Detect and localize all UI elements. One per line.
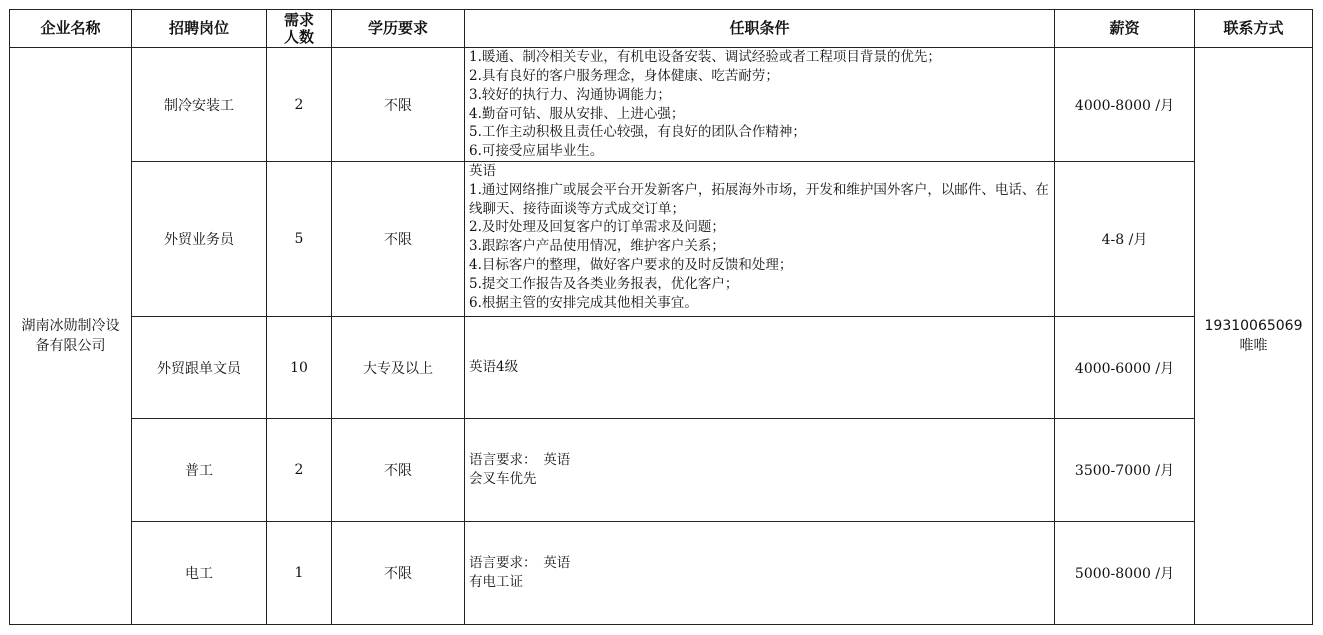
header-contact: 联系方式 [1195,10,1313,48]
salary-cell: 4000-8000 /月 [1055,48,1195,162]
header-position: 招聘岗位 [132,10,267,48]
conditions-cell [465,317,1055,419]
header-count-line1: 需求 [283,10,314,29]
condition-line: 英语 [469,163,496,179]
header-conditions: 任职条件 [465,10,1055,48]
table-row [10,522,1313,625]
header-company: 企业名称 [10,10,132,48]
education-cell: 不限 [332,162,465,317]
count-cell: 10 [267,317,332,419]
position-cell: 制冷安装工 [132,48,267,162]
header-education: 学历要求 [332,10,465,48]
condition-line: 1.通过网络推广或展会平台开发新客户，拓展海外市场，开发和维护国外客户，以邮件、电话、在线聊天、接待面谈等方式成交订单； [469,181,1049,217]
condition-line: 4.勤奋可钻、服从安排、上进心强； [469,105,685,122]
table-row [10,162,1313,317]
company-name-line2: 备有限公司 [35,338,106,354]
contact-person: 唯唯 [1239,338,1268,354]
recruitment-table [9,9,1313,625]
conditions-cell [465,48,1055,162]
condition-line: 语言要求： 英语 [469,555,571,572]
education-cell: 不限 [332,48,465,162]
condition-line: 语言要求： 英语 [469,452,571,469]
table-row [10,317,1313,419]
count-cell: 2 [267,419,332,522]
count-cell: 2 [267,48,332,162]
table-row [10,419,1313,522]
count-cell: 1 [267,522,332,625]
contact-phone: 19310065069 [1204,318,1303,334]
header-count [267,10,332,48]
company-name-cell [10,48,132,625]
conditions-cell [465,522,1055,625]
salary-cell: 4000-6000 /月 [1055,317,1195,419]
condition-line: 6.根据主管的安排完成其他相关事宜。 [469,294,698,311]
condition-line: 有电工证 [469,574,523,590]
header-row [10,10,1313,48]
condition-line: 6.可接受应届毕业生。 [469,143,604,160]
position-cell: 外贸业务员 [132,162,267,317]
recruitment-table-wrapper [9,9,1313,625]
position-cell: 外贸跟单文员 [132,317,267,419]
contact-cell [1195,48,1313,625]
condition-line: 5.提交工作报告及各类业务报表，优化客户； [469,275,739,292]
count-cell: 5 [267,162,332,317]
header-salary: 薪资 [1055,10,1195,48]
salary-cell: 4-8 /月 [1055,162,1195,317]
condition-line: 2.及时处理及回复客户的订单需求及问题； [469,219,725,236]
company-name-line1: 湖南冰勋制冷设 [21,318,120,334]
condition-line: 1.暖通、制冷相关专业，有机电设备安装、调试经验或者工程项目背景的优先； [469,49,941,66]
table-row [10,48,1313,162]
position-cell: 普工 [132,419,267,522]
education-cell: 大专及以上 [332,317,465,419]
condition-line: 3.较好的执行力、沟通协调能力； [469,86,671,103]
header-count-line2: 人数 [283,27,314,46]
condition-line: 4.目标客户的整理，做好客户要求的及时反馈和处理； [469,256,793,273]
education-cell: 不限 [332,419,465,522]
condition-line: 3.跟踪客户产品使用情况，维护客户关系； [469,238,725,255]
condition-line: 英语4级 [469,359,519,376]
conditions-cell [465,419,1055,522]
education-cell: 不限 [332,522,465,625]
salary-cell: 5000-8000 /月 [1055,522,1195,625]
condition-line: 5.工作主动积极且责任心较强，有良好的团队合作精神； [469,124,806,141]
position-cell: 电工 [132,522,267,625]
condition-line: 2.具有良好的客户服务理念，身体健康、吃苦耐劳； [469,67,779,84]
condition-line: 会叉车优先 [469,471,537,487]
salary-cell: 3500-7000 /月 [1055,419,1195,522]
conditions-cell [465,162,1055,317]
